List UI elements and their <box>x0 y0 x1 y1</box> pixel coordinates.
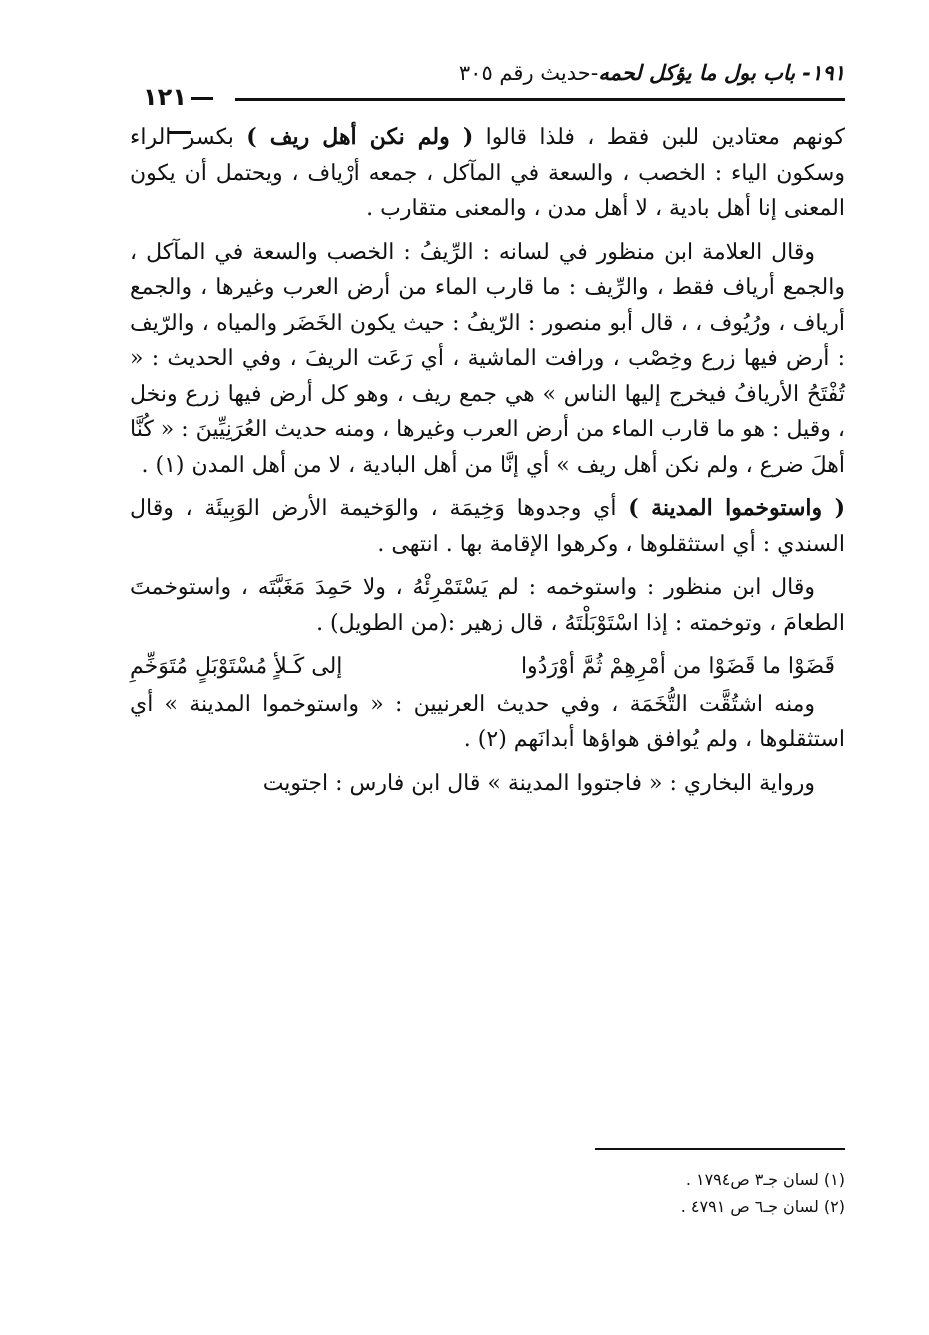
footnote-2: (٢) لسان جـ٦ ص ٤٧٩١ . <box>680 1197 845 1216</box>
poem-first-hemistich: قَضَوْا ما قَضَوْا من أمْرِهِمْ ثُمَّ أوْرَدُوا <box>520 654 835 679</box>
page-header <box>130 56 845 112</box>
paragraph-6: ورواية البخاري : « فاجتووا المدينة » قال ابن فارس : اجتويت <box>262 770 815 796</box>
footnotes <box>445 1166 845 1220</box>
paragraph-1 <box>130 120 845 227</box>
running-head <box>459 56 845 90</box>
header-rule <box>235 98 845 101</box>
paragraph-1-text-b: بكسر الراء وسكون الياء : الخصب ، والسعة في المآكل ، جمعه أرْياف ، ويحتمل أن يكون المعنى إنا أهل بادية ، لا أهل مدن ، والمعنى متقارب . <box>130 125 845 221</box>
poem-second-hemistich: إلى كَـلأٍ مُسْتَوْبَلٍ مُتَوَخِّمِ <box>130 654 343 679</box>
paragraph-4: وقال ابن منظور : واستوخمه : لم يَسْتَمْرِئْهُ ، ولا حَمِدَ مَغَبَّتَه ، واستوخمتَ الطعامَ ، وتوخمته : إذا اسْتَوْبَلْتَهُ ، قال زهير :(من الطويل) . <box>130 575 845 636</box>
hadith-number: -حديث رقم ٣٠٥ <box>458 61 599 85</box>
body-text <box>130 120 845 809</box>
footnote-1: (١) لسان جـ٣ ص١٧٩٤ . <box>685 1170 845 1189</box>
footnote-rule <box>595 1148 845 1150</box>
paragraph-3 <box>130 491 845 562</box>
paragraph-3-text: أي وجدوها وَخِيمَة ، والوَخيمة الأرض الوَبِيئَة ، وقال السندي : أي استثقلوها ، وكرهوا الإقامة بها . انتهى . <box>130 496 845 557</box>
page-number: ١٢١ <box>130 80 230 148</box>
paragraph-1-quote: ( ولم نكن أهل ريف ) <box>246 124 474 150</box>
paragraph-5: ومنه اشتُقَّت التُّخَمَة ، وفي حديث العرنيين : « واستوخموا المدينة » أي استثقلوها ، ولم يُوافق هواؤها أبدانَهم (٢) . <box>130 691 845 752</box>
chapter-title: ١٩١- باب بول ما يؤكل لحمه <box>598 61 845 85</box>
paragraph-3-quote: ( واستوخموا المدينة ) <box>628 495 845 521</box>
poem-verse <box>130 649 845 685</box>
paragraph-1-text-a: كونهم معتادين للبن فقط ، فلذا قالوا <box>473 125 845 150</box>
paragraph-2: وقال العلامة ابن منظور في لسانه : الرِّيفُ : الخصب والسعة في المآكل ، والجمع أرياف فقط ، والرِّيف : ما قارب الماء من أرض العرب وغيرها ، والجمع أرياف ، ورُيُوف ، ، قال أبو منصور : الرّيفُ : حيث يكون الخَضَر والمياه ، والرّيف : أرض فيها زرع وخِصْب ، ورافت الماشية ، أي رَعَت الريفَ ، وفي الحديث : « تُفْتَحُ الأريافُ فيخرج إليها الناس » هي جمع ريف ، وهو كل أرض فيها زرع ونخل ، وقيل : هو ما قارب الماء من أرض العرب وغيرها ، ومنه حديث العُرَنِيِّينَ : « كُنَّا أهلَ ضرع ، ولم نكن أهل ريف » أي إنَّا من أهل البادية ، لا من أهل المدن (١) . <box>130 239 845 478</box>
